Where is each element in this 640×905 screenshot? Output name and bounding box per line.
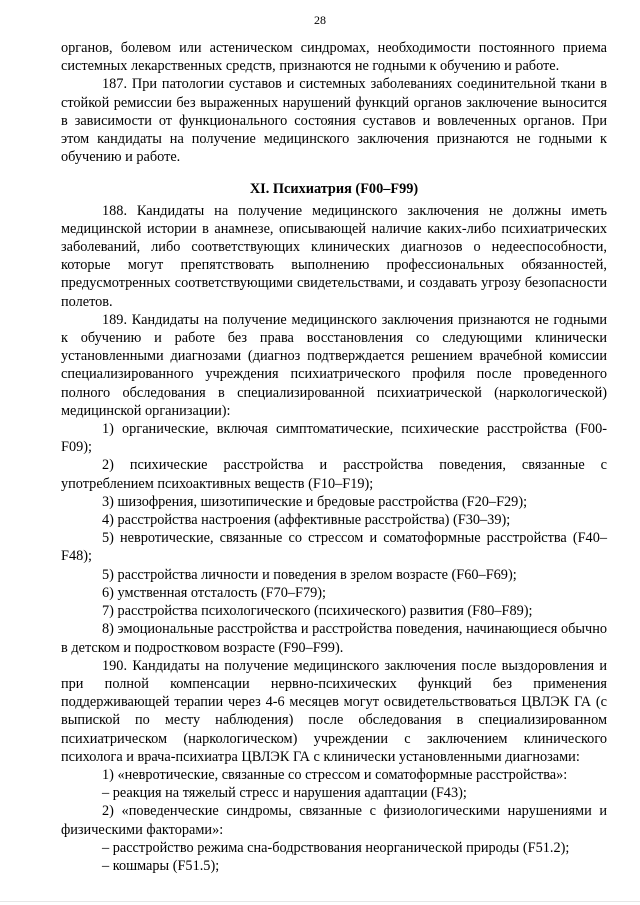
list-item: 2) психические расстройства и расстройства поведения, связанные с употреблением психоактивных веществ (F10–F19); [61,457,607,492]
list-item: – кошмары (F51.5); [102,857,220,874]
list-item: 2) «поведенческие синдромы, связанные с физиологическими нарушениями и физическими факторами»: [61,803,607,838]
list-item: – расстройство режима сна-бодрствования неорганической природы (F51.2); [102,839,570,856]
paragraph-189: 189. Кандидаты на получение медицинского заключения признаются не годными к обучению и работе без права восстановления со следующими клинически установленными диагнозами (диагноз подтверждается решением врачебной комиссии специализированного учреждения психиатрического профиля после проведенного полного обследования в специализированной психиатрической (наркологической) медицинской организации): [61,311,607,419]
paragraph-190: 190. Кандидаты на получение медицинского заключения после выздоровления и при полной компенсации нервно-психических функций без применения поддерживающей терапии через 4-6 месяцев могут освидетельствоваться ЦВЛЭК ГА (с выпиской по месту наблюдения) после обследования в специализированном психиатрическом (наркологическом) учреждении с заключением клинического психолога и врача-психиатра ЦВЛЭК ГА с клинически установленными диагнозами: [61,657,607,765]
list-item: – реакция на тяжелый стресс и нарушения адаптации (F43); [102,785,467,802]
list-item: 1) «невротические, связанные со стрессом и соматоформные расстройства»: [102,766,568,783]
list-item: 1) органические, включая симптоматические, психические расстройства (F00-F09); [61,421,607,456]
paragraph-continued: органов, болевом или астеническом синдромах, необходимости постоянного приема системных лекарственных средств, признаются не годными к обучению и работе. [61,40,607,75]
list-item: 5) расстройства личности и поведения в зрелом возрасте (F60–F69); [102,566,517,583]
list-item: 8) эмоциональные расстройства и расстройства поведения, начинающиеся обычно в детском и подростковом возрасте (F90–F99). [61,621,607,656]
page-number: 28 [314,13,326,27]
page-edge-rule [0,901,640,902]
list-item: 3) шизофрения, шизотипические и бредовые расстройства (F20–F29); [102,493,528,510]
list-item: 7) расстройства психологического (психического) развития (F80–F89); [102,603,533,620]
document-body [61,39,607,875]
paragraph-187: 187. При патологии суставов и системных заболеваниях соединительной ткани в стойкой ремиссии без выраженных нарушений функций органов заключение выносится в зависимости от функционального состояния суставов и вовлеченных органов. При этом кандидаты на получение медицинского заключения признаются не годными к обучению и работе. [61,76,607,166]
section-title: XI. Психиатрия (F00–F99) [249,181,419,198]
list-item: 6) умственная отсталость (F70–F79); [102,584,326,601]
paragraph-188: 188. Кандидаты на получение медицинского заключения не должны иметь медицинской истории в анамнезе, описывающей наличие каких-либо психиатрических заболеваний, либо соответствующих клинических диагнозов о недееспособности, которые могут препятствовать выполнению профессиональных обязанностей, предусмотренных соответствующими свидетельствами, и создавать угрозу безопасности полетов. [61,202,607,310]
list-item: 4) расстройства настроения (аффективные расстройства) (F30–39); [102,512,511,529]
list-item: 5) невротические, связанные со стрессом и соматоформные расстройства (F40–F48); [61,530,607,565]
